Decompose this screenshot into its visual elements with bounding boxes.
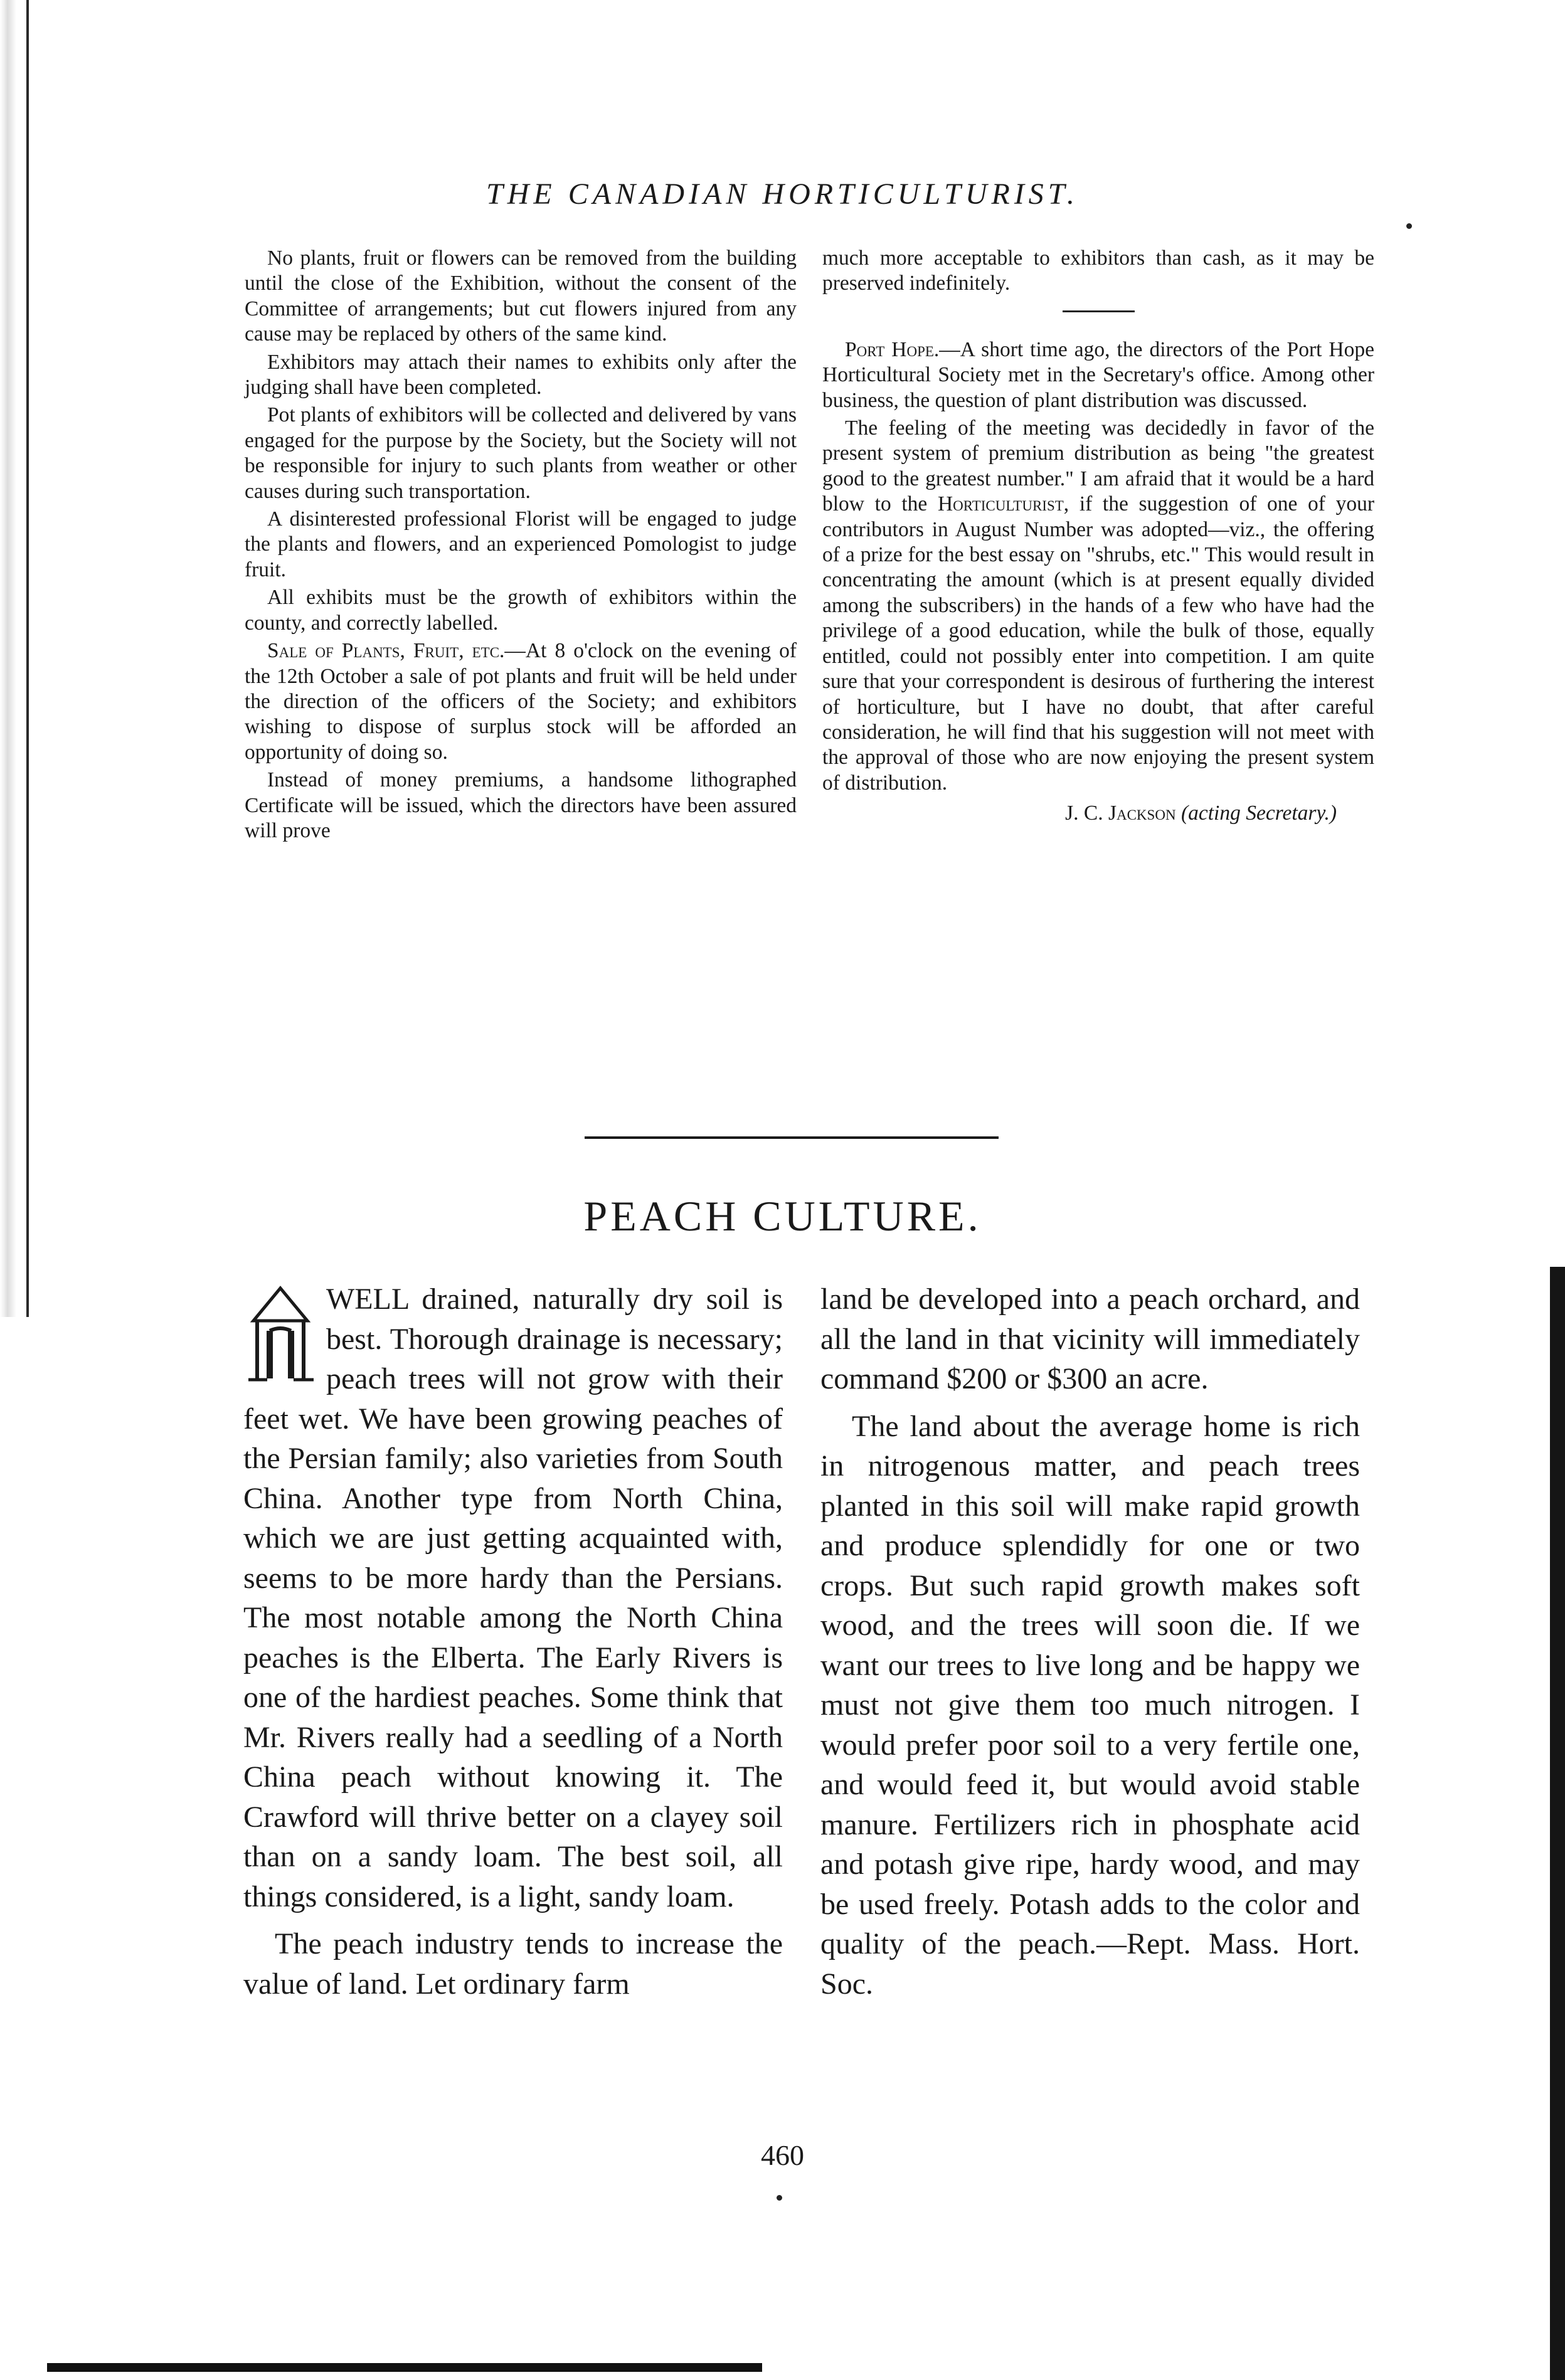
- dropcap-a-icon: [243, 1284, 317, 1385]
- page-number: 460: [761, 2139, 804, 2171]
- paragraph: much more acceptable to exhibitors than cash, as it may be preserved indefinitely.: [822, 246, 1374, 295]
- scan-edge-bottom: [47, 2363, 762, 2372]
- paragraph: All exhibits must be the growth of exhibitors within the county, and correctly labelled.: [245, 586, 797, 635]
- paragraph: Pot plants of exhibitors will be collected and delivered by vans engaged for the purpose by the Society, but the Society will not be responsible for injury to such plants from weather or other causes during such transportation.: [245, 403, 797, 503]
- journal-name: Horticulturist: [937, 492, 1064, 516]
- divider: [1063, 310, 1135, 312]
- article-column-left: [243, 1279, 783, 2011]
- paragraph: Exhibitors may attach their names to exhibits only after the judging shall have been completed.: [245, 350, 797, 399]
- article-title: PEACH CULTURE.: [583, 1192, 982, 1240]
- paragraph: Instead of money premiums, a handsome lithographed Certificate will be issued, which the directors have been assured will prove: [245, 768, 797, 842]
- signature: [822, 801, 1374, 826]
- notice-column-left: [245, 246, 797, 846]
- article-paragraph: The land about the average home is rich in nitrogenous matter, and peach trees planted in this soil will make rapid growth and produce splendidly for one or two crops. But such rapid growth makes soft wood, and the trees will soon die. If we want our trees to live long and be happy we must not give them too much nitrogen. I would prefer poor soil to a very fertile one, and would feed it, but would avoid stable manure. Fertilizers rich in phosphate acid and potash give ripe, hardy wood, and may be used freely. Potash adds to the color and quality of the peach.—Rept. Mass. Hort. Soc.: [820, 1409, 1360, 2001]
- article-paragraph: The peach industry tends to increase the value of land. Let ordinary farm: [243, 1927, 783, 2001]
- paragraph-text: The feeling of the meeting was decidedly in favor of the present system of premium distribution as being "the greatest good to the greatest number." I am afraid that it would be a hard blow to the: [822, 416, 1374, 516]
- article-text: WELL drained, naturally dry soil is best. Thorough drainage is necessary; peach trees will not grow with their feet wet. We have been growing peaches of the Persian family; also varieties from South China. Another type from North China, which we are just getting acquainted with, seems to be more hardy than the Persians. The most notable among the North China peaches is the Elberta. The Early Rivers is one of the hardiest peaches. Some think that Mr. Rivers really had a seedling of a North China peach without knowing it. The Crawford will thrive better on a clayey soil than on a sandy loam. The best soil, all things considered, is a light, sandy loam.: [243, 1283, 783, 1913]
- ink-speck: [777, 2195, 782, 2201]
- run-in-heading: Sale of Plants, Fruit, etc.: [267, 639, 505, 663]
- notice-column-right: [822, 246, 1374, 827]
- article-column-right: [820, 1279, 1360, 2011]
- paragraph-text: , if the suggestion of one of your contributors in August Number was adopted—viz., the offering of a prize for the best essay on "shrubs, etc." This would result in concentrating the amount (which is at present equally divided among the subscribers) in the hands of a few who have had the privilege of a good education, while the bulk of those, equally entitled, could not possibly enter into competition. I am quite sure that your correspondent is desirous of furthering the interest of horticulture, but I have no doubt, that after careful consideration, he will find that his suggestion will not meet with the approval of those who are now enjoying the present system of distribution.: [822, 492, 1374, 795]
- scan-edge-right: [1550, 1267, 1565, 2380]
- article-paragraph: [243, 1279, 783, 1917]
- paragraph-port-hope: [822, 337, 1374, 413]
- ink-speck: [1406, 223, 1412, 229]
- paragraph: No plants, fruit or flowers can be removed from the building until the close of the Exhibition, without the consent of the Committee of arrangements; but cut flowers injured from any cause may be replaced by others of the same kind.: [245, 246, 797, 346]
- signature-name: J. C. Jackson: [1065, 801, 1176, 825]
- article-paragraph: land be developed into a peach orchard, and all the land in that vicinity will immediately command $200 or $300 an acre.: [820, 1283, 1360, 1395]
- paragraph-text: —At 8 o'clock on the evening of the 12th October a sale of pot plants and fruit will be held under the direction of the officers of the Society; and exhibitors wishing to dispose of surplus stock will be afforded an opportunity of doing so.: [245, 639, 797, 764]
- paragraph-letter: [822, 416, 1374, 796]
- running-head: THE CANADIAN HORTICULTURIST.: [486, 177, 1079, 211]
- signature-title: (acting Secretary.): [1180, 801, 1337, 825]
- paragraph: A disinterested professional Florist will be engaged to judge the plants and flowers, and an experienced Pomologist to judge fruit.: [245, 507, 797, 581]
- paragraph-sale: [245, 638, 797, 765]
- run-in-heading: Port Hope.: [845, 337, 940, 361]
- paragraph-text: —A short time ago, the directors of the Port Hope Horticultural Society met in the Secretary's office. Among other business, the question of plant distribution was discussed.: [822, 337, 1374, 412]
- section-divider: [585, 1136, 999, 1139]
